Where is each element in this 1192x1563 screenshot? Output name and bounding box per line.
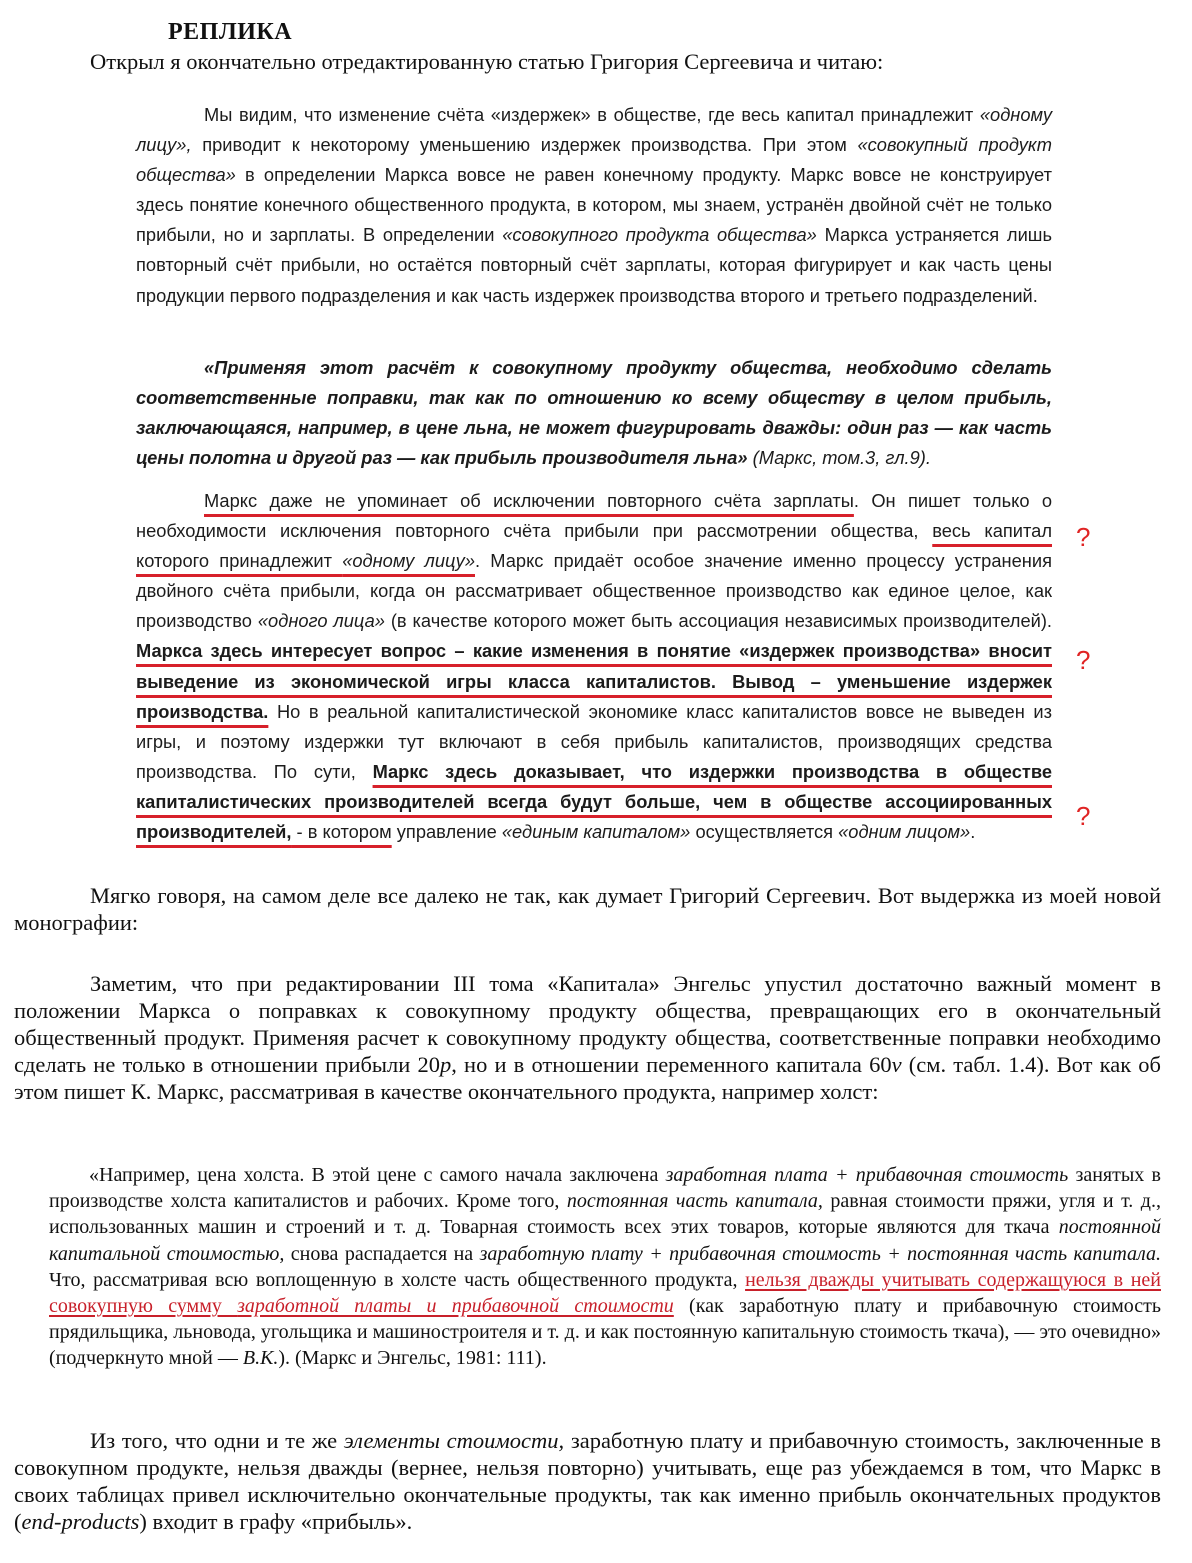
red-highlighted-text: заработной платы и прибавочной стоимости [237, 1295, 674, 1318]
monograph-paragraph-1: Заметим, что при редактировании III тома «Капитала» Энгельс упустил достаточно важный момент в положении Маркса о поправках к совокупному продукту общества, превращающих его в окончательный общественный продукт. Применяя расчет к совокупному продукту общества, соответственные поправки необходимо сделать не только в отношении прибыли 20p, но и в отношении переменного капитала 60v (см. табл. 1.4). Вот как об этом пишет К. Маркс, рассматривая в качестве окончательного продукта, например холст: [14, 971, 1162, 1104]
question-mark-annotation: ? [1076, 801, 1091, 831]
monograph-paragraph-2: Из того, что одни и те же элементы стоимости, заработную плату и прибавочную стоимость, заключенные в совокупном продукте, нельзя дважды (вернее, нельзя повторно) учитывать, еще раз убеждаемся в том, что Маркс в своих таблицах привел исключительно окончательные продукты, так как именно прибыль окончательных продуктов (end-products) входит в графу «прибыль». [14, 1428, 1162, 1534]
article-quote-paragraph-1: Мы видим, что изменение счёта «издержек» в обществе, где весь капитал принадлежит «одному лицу», приводит к некоторому уменьшению издержек производства. При этом «совокупный продукт общества» в определении Маркса вовсе не равен конечному продукту. Маркс вовсе не конструирует здесь понятие конечного общественного продукта, в котором, мы знаем, устранён двойной счёт не только прибыли, но и зарплаты. В определении «совокупного продукта общества» Маркса устраняется лишь повторный счёт прибыли, но остаётся повторный счёт зарплаты, которая фигурирует и как часть цены продукции первого подразделения и как часть издержек производства второго и третьего подразделений. [136, 104, 1052, 306]
monograph-marx-quote: «Например, цена холста. В этой цене с самого начала заключена заработная плата + прибавочная стоимость занятых в производстве холста капиталистов и рабочих. Кроме того, постоянная часть капитала, равная стоимости пряжи, угля и т. д., использованных машин и строений и т. д. Товарная стоимость всех этих товаров, которые являются для ткача постоянной капитальной стоимостью, снова распадается на заработную плату + прибавочная стоимость + постоянная часть капитала. Что, рассматривая всю воплощенную в холсте часть общественного продукта, нельзя дважды учитывать содержащуюся в ней совокупную сумму заработной платы и прибавочной стоимости (как заработную плату и прибавочную стоимость прядильщика, льновода, угольщика и машиностроителя и т. д. и как постоянную капитальную стоимость ткача), — это очевидно» (подчеркнуто мной — В.К.). (Маркс и Энгельс, 1981: 111). [49, 1164, 1161, 1370]
marx-citation: «Применяя этот расчёт к совокупному продукту общества, необходимо сделать соответственные поправки, так как по отношению ко всему обществу в целом прибыль, заключающаяся, например, в цене льна, не может фигурировать дважды: один раз — как часть цены полотна и другой раз — как прибыль производителя льна» (Маркс, том.3, гл.9). [136, 357, 1052, 469]
red-underlined-text: «одному лицу» [342, 550, 475, 572]
red-underlined-text: - в котором [291, 821, 392, 843]
intro-line: Открыл я окончательно отредактированную статью Григория Сергеевича и читаю: [90, 49, 884, 74]
citation-reference: (Маркс, том.3, гл.9). [747, 447, 931, 469]
page-title: РЕПЛИКА [168, 19, 293, 45]
bold-underlined-text: Маркса здесь интересует вопрос – какие изменения в понятие «издержек производства» вносит выведение из экономической игры класса капиталистов. Вывод – уменьшение издержек производства. [136, 640, 1052, 722]
article-quote-paragraph-3: Маркс даже не упоминает об исключении повторного счёта зарплаты. Он пишет только о необходимости исключения повторного счёта прибыли при рассмотрении общества, весь капитал которого принадлежит «одному лицу». Маркс придаёт особое значение именно процессу устранения двойного счёта прибыли, когда он рассматривает общественное производство как единое целое, как производство «одного лица» (в качестве которого может быть ассоциация независимых производителей). Маркса здесь интересует вопрос – какие изменения в понятие «издержек производства» вносит выведение из экономической игры класса капиталистов. Вывод – уменьшение издержек производства. Но в реальной капиталистической экономике класс капиталистов вовсе не выведен из игры, и поэтому издержки тут включают в себя прибыль капиталистов, производящих средства производства. По сути, Маркс здесь доказывает, что издержки производства в обществе капиталистических производителей всегда будут больше, чем в обществе ассоциированных производителей, - в котором управление «единым капиталом» осуществляется «одним лицом». [136, 490, 1052, 843]
red-underlined-text: Маркс даже не упоминает об исключении повторного счёта зарплаты [204, 490, 854, 511]
red-highlighted-text: нельзя дважды учитывать содержащуюся в ней совокупную сумму [49, 1268, 1161, 1318]
question-mark-annotation: ? [1076, 645, 1091, 675]
reply-paragraph: Мягко говоря, на самом деле все далеко не так, как думает Григорий Сергеевич. Вот выдержка из моей новой монографии: [14, 883, 1161, 935]
bold-underlined-text: Маркс здесь доказывает, что издержки производства в обществе капиталистических производителей всегда будут больше, чем в обществе ассоциированных производителей, [136, 760, 1052, 843]
red-underlined-text: весь капитал которого принадлежит [136, 520, 1052, 572]
question-mark-annotation: ? [1076, 522, 1091, 552]
